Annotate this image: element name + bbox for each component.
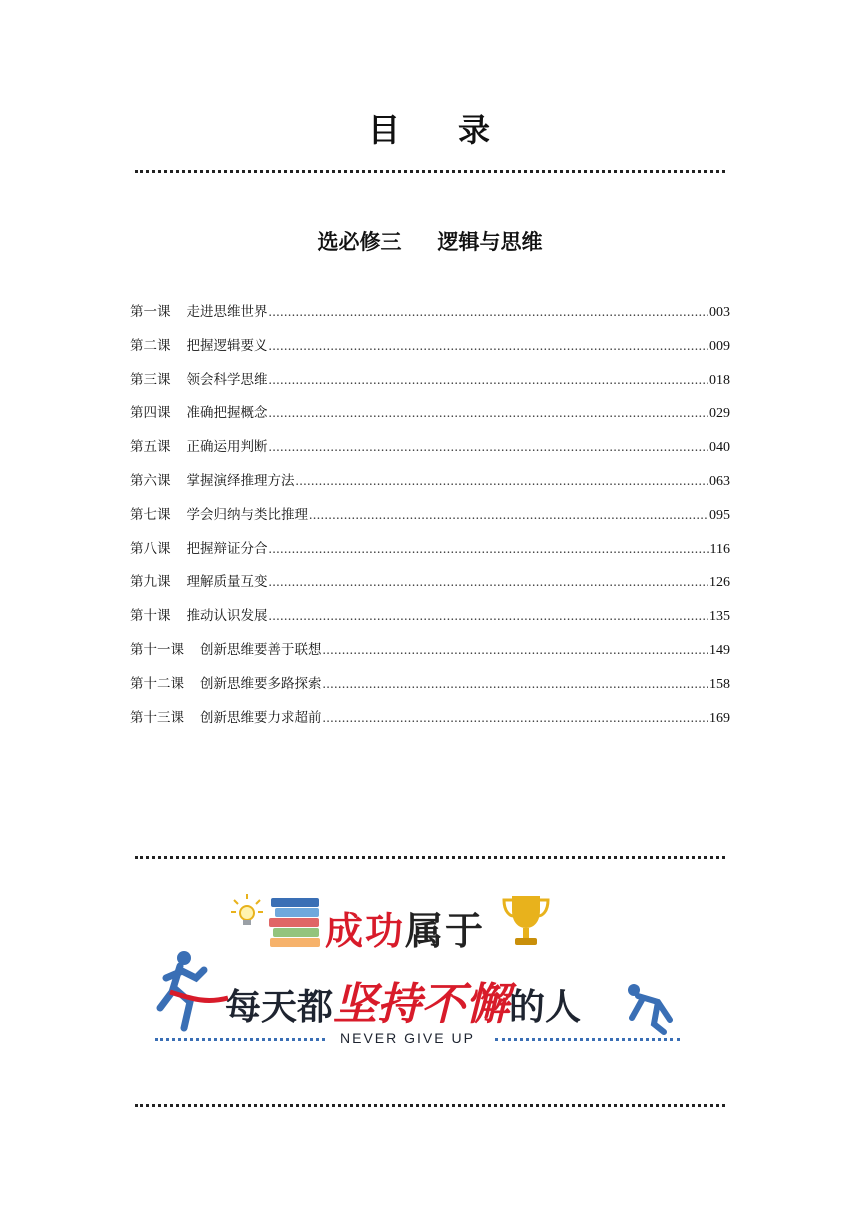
- toc-lesson-title: 推动认识发展: [186, 608, 268, 625]
- toc-page-number: 029: [709, 406, 730, 422]
- toc-page-number: 126: [709, 575, 730, 591]
- divider-middle: [135, 856, 725, 859]
- banner-success-text: 成功: [325, 909, 406, 953]
- runner-icon: [150, 948, 230, 1038]
- toc-page-number: 158: [709, 676, 730, 692]
- book-stack-icon: [265, 892, 325, 952]
- toc-lesson-title: 创新思维要善于联想: [200, 641, 322, 658]
- banner-line-1: [325, 900, 485, 955]
- toc-dot-leader: [269, 439, 709, 455]
- page-title: [0, 105, 860, 151]
- toc-dot-leader: [269, 304, 709, 320]
- toc-dot-leader: [309, 507, 708, 523]
- toc-lesson-title: 创新思维要多路探索: [200, 675, 322, 692]
- toc-entry[interactable]: [130, 469, 730, 503]
- toc-lesson-number: 第二课: [130, 337, 171, 354]
- toc-entry[interactable]: [130, 334, 730, 368]
- toc-lesson-title: 理解质量互变: [186, 574, 268, 591]
- toc-lesson-number: 第八课: [130, 540, 171, 557]
- toc-page-number: 149: [709, 642, 730, 658]
- toc-dot-leader: [269, 372, 709, 388]
- toc-dot-leader: [296, 473, 709, 489]
- section-subtitle: [0, 226, 860, 256]
- toc-entry[interactable]: [130, 672, 730, 706]
- toc-dot-leader: [323, 710, 709, 726]
- toc-lesson-title: 把握逻辑要义: [186, 337, 268, 354]
- banner-rule-right: [495, 1038, 680, 1041]
- toc-lesson-title: 学会归纳与类比推理: [186, 506, 308, 523]
- toc-page-number: 135: [709, 609, 730, 625]
- toc-lesson-title: 把握辩证分合: [186, 540, 268, 557]
- toc-lesson-number: 第四课: [130, 405, 171, 422]
- toc-page-number: 116: [709, 541, 730, 557]
- toc-page-number: 009: [709, 338, 730, 354]
- toc-page-number: 018: [709, 372, 730, 388]
- toc-entry[interactable]: [130, 604, 730, 638]
- banner-persist-text: 坚持不懈: [333, 979, 510, 1030]
- toc-entry[interactable]: [130, 537, 730, 571]
- toc-lesson-number: 第七课: [130, 506, 171, 523]
- toc-page-number: 040: [709, 440, 730, 456]
- motivational-banner: [150, 880, 690, 1060]
- toc-lesson-title: 创新思维要力求超前: [200, 709, 322, 726]
- toc-entry[interactable]: [130, 570, 730, 604]
- toc-lesson-title: 掌握演绎推理方法: [186, 472, 295, 489]
- toc-lesson-title: 正确运用判断: [186, 439, 268, 456]
- banner-rule-left: [155, 1038, 325, 1041]
- toc-entry[interactable]: [130, 435, 730, 469]
- toc-lesson-number: 第十一课: [130, 641, 184, 658]
- toc-dot-leader: [323, 642, 709, 658]
- subtitle-course: 选必修三: [317, 230, 402, 254]
- title-char-1: 目: [367, 111, 402, 149]
- toc-entry[interactable]: [130, 300, 730, 334]
- banner-slogan: NEVER GIVE UP: [340, 1030, 475, 1046]
- toc-dot-leader: [269, 541, 709, 557]
- toc-lesson-title: 走进思维世界: [186, 304, 268, 320]
- toc-lesson-title: 准确把握概念: [186, 405, 268, 422]
- banner-belongs-text: 属于: [405, 909, 486, 953]
- toc-lesson-number: 第三课: [130, 371, 171, 388]
- toc-lesson-number: 第一课: [130, 304, 171, 320]
- toc-entry[interactable]: [130, 638, 730, 672]
- sprinter-start-icon: [620, 980, 680, 1040]
- lightbulb-icon: [230, 892, 264, 932]
- banner-everyday-text: 每天都: [225, 987, 334, 1028]
- title-char-2: 录: [458, 111, 493, 149]
- toc-dot-leader: [323, 676, 709, 692]
- toc-dot-leader: [269, 405, 709, 421]
- toc-dot-leader: [269, 338, 709, 354]
- toc-page-number: 169: [709, 710, 730, 726]
- toc-lesson-title: 领会科学思维: [186, 371, 268, 388]
- subtitle-topic: 逻辑与思维: [437, 230, 543, 254]
- toc-lesson-number: 第九课: [130, 574, 171, 591]
- toc-lesson-number: 第六课: [130, 472, 171, 489]
- toc-entry[interactable]: [130, 706, 730, 740]
- toc-dot-leader: [269, 574, 709, 590]
- table-of-contents: [130, 300, 730, 739]
- toc-entry[interactable]: [130, 401, 730, 435]
- toc-entry[interactable]: [130, 368, 730, 402]
- divider-top: [135, 170, 725, 173]
- toc-lesson-number: 第十二课: [130, 675, 184, 692]
- banner-line-2: [225, 968, 581, 1032]
- toc-page-number: 063: [709, 473, 730, 489]
- banner-person-text: 的人: [509, 987, 582, 1028]
- divider-bottom: [135, 1104, 725, 1107]
- toc-entry[interactable]: [130, 503, 730, 537]
- trophy-icon: [498, 890, 554, 952]
- toc-dot-leader: [269, 608, 709, 624]
- toc-page-number: 095: [709, 507, 730, 523]
- toc-lesson-number: 第十课: [130, 608, 171, 625]
- toc-page-number: 003: [709, 305, 730, 320]
- toc-lesson-number: 第五课: [130, 439, 171, 456]
- toc-lesson-number: 第十三课: [130, 709, 184, 726]
